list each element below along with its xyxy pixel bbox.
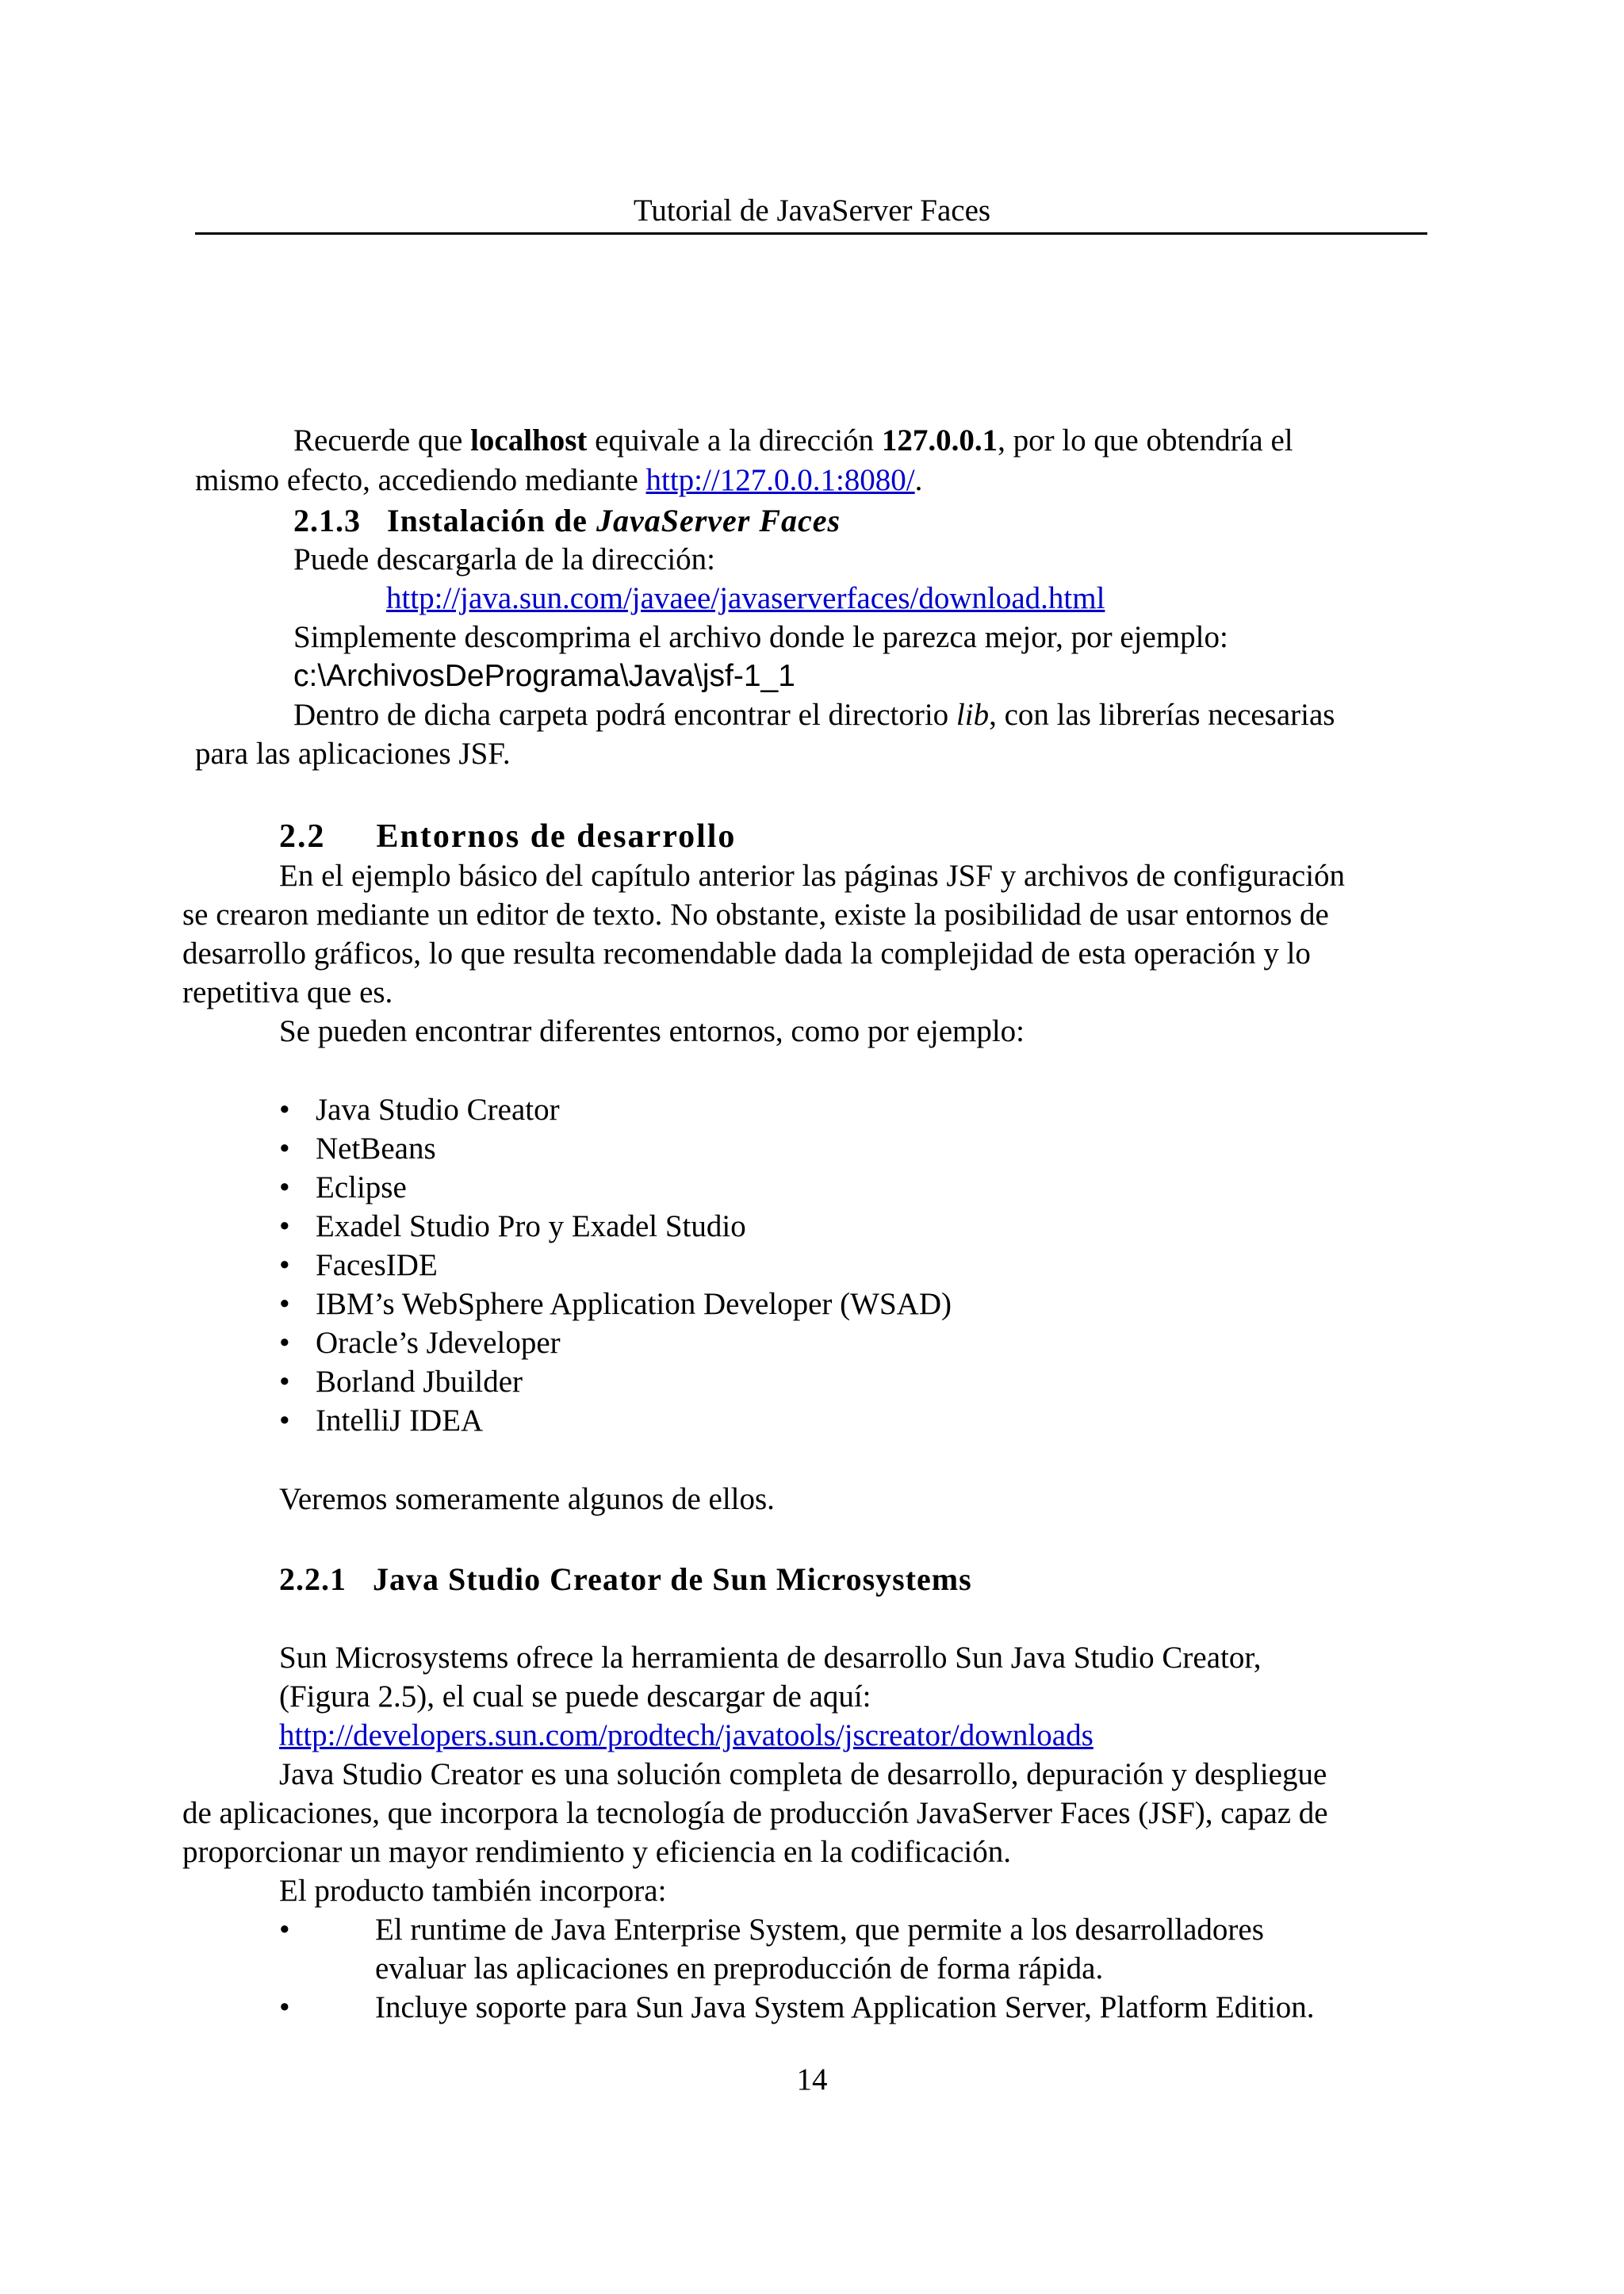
text-run: mismo efecto, accediendo mediante xyxy=(195,463,646,497)
install-path: c:\ArchivosDePrograma\Java\jsf-1_1 xyxy=(293,659,795,693)
env-list-intro: Se pueden encontrar diferentes entornos, como por ejemplo: xyxy=(279,1014,1025,1048)
text-run: , por lo que obtendría el xyxy=(998,423,1293,458)
jsf-download-link-row xyxy=(386,583,1105,614)
feature-item-line: El runtime de Java Enterprise System, que permite a los desarrolladores xyxy=(375,1913,1264,1947)
section-number: 2.2 xyxy=(279,818,326,855)
page-number: 14 xyxy=(796,2062,828,2097)
env-para-line: En el ejemplo básico del capítulo anterior las páginas JSF y archivos de configuración xyxy=(279,859,1346,893)
list-item: Eclipse xyxy=(316,1170,407,1204)
download-intro: Puede descargarla de la dirección: xyxy=(293,542,716,576)
bullet-marker: • xyxy=(279,1404,290,1438)
env-para-line: se crearon mediante un editor de texto. No obstante, existe la posibilidad de usar entornos de xyxy=(182,898,1329,932)
running-header: Tutorial de JavaServer Faces xyxy=(633,193,991,228)
bullet-marker: • xyxy=(279,1287,290,1321)
product-incorporates: El producto también incorpora: xyxy=(279,1874,667,1908)
creator-desc-line: proporcionar un mayor rendimiento y eficiencia en la codificación. xyxy=(182,1835,1011,1869)
lib-line-2: para las aplicaciones JSF. xyxy=(195,737,511,771)
section-2-2-1-heading xyxy=(279,1561,972,1597)
unzip-instruction: Simplemente descomprima el archivo donde le parezca mejor, por ejemplo: xyxy=(293,620,1228,654)
creator-para-line: (Figura 2.5), el cual se puede descargar de aquí: xyxy=(279,1679,871,1714)
heading-text: Instalación de xyxy=(387,503,596,538)
bullet-marker: • xyxy=(279,1170,290,1204)
text-run: Recuerde que xyxy=(293,423,471,458)
bullet-marker: • xyxy=(279,1326,290,1360)
text-run: Dentro de dicha carpeta podrá encontrar el directorio xyxy=(293,698,956,732)
bullet-marker: • xyxy=(279,1990,290,2024)
italic-term: lib xyxy=(956,698,990,732)
bullet-marker: • xyxy=(279,1132,290,1166)
creator-desc-line: Java Studio Creator es una solución completa de desarrollo, depuración y despliegue xyxy=(279,1757,1327,1791)
jsf-download-link[interactable]: http://java.sun.com/javaee/javaserverfaces/download.html xyxy=(386,581,1105,615)
creator-desc-line: de aplicaciones, que incorpora la tecnología de producción JavaServer Faces (JSF), capaz de xyxy=(182,1796,1328,1830)
list-item: Borland Jbuilder xyxy=(316,1365,523,1399)
text-run: , con las librerías necesarias xyxy=(989,698,1335,732)
list-item: IntelliJ IDEA xyxy=(316,1404,484,1438)
heading-italic: JavaServer Faces xyxy=(596,503,841,538)
localhost-link[interactable]: http://127.0.0.1:8080/ xyxy=(645,463,915,497)
section-2-1-3-heading xyxy=(293,505,841,537)
list-item: IBM’s WebSphere Application Developer (WSAD) xyxy=(316,1287,952,1321)
header-rule xyxy=(195,232,1427,235)
creator-para-line: Sun Microsystems ofrece la herramienta de desarrollo Sun Java Studio Creator, xyxy=(279,1641,1262,1675)
intro-line-1 xyxy=(293,425,1293,456)
section-2-2-heading xyxy=(279,820,736,853)
list-item: Oracle’s Jdeveloper xyxy=(316,1326,561,1360)
list-item: Java Studio Creator xyxy=(316,1093,560,1127)
bullet-marker: • xyxy=(279,1248,290,1282)
bullet-marker: • xyxy=(279,1093,290,1127)
section-number: 2.2.1 xyxy=(279,1561,347,1597)
bullet-marker: • xyxy=(279,1365,290,1399)
text-run: . xyxy=(914,463,923,497)
creator-download-link-row xyxy=(279,1720,1094,1751)
section-number: 2.1.3 xyxy=(293,503,361,538)
closing-sentence: Veremos someramente algunos de ellos. xyxy=(279,1482,775,1516)
bullet-marker: • xyxy=(279,1209,290,1243)
list-item: FacesIDE xyxy=(316,1248,438,1282)
creator-download-link[interactable]: http://developers.sun.com/prodtech/javatools/jscreator/downloads xyxy=(279,1718,1094,1752)
bold-term: localhost xyxy=(470,423,588,458)
text-run: equivale a la dirección xyxy=(587,423,882,458)
bold-term: 127.0.0.1 xyxy=(881,423,998,458)
feature-item-line: evaluar las aplicaciones en preproducción de forma rápida. xyxy=(375,1951,1104,1986)
env-para-line: repetitiva que es. xyxy=(182,975,393,1009)
feature-item-line: Incluye soporte para Sun Java System Application Server, Platform Edition. xyxy=(375,1990,1315,2024)
bullet-marker: • xyxy=(279,1913,290,1947)
heading-text: Java Studio Creator de Sun Microsystems xyxy=(373,1561,972,1597)
list-item: NetBeans xyxy=(316,1132,436,1166)
intro-line-2 xyxy=(195,465,922,496)
heading-text: Entornos de desarrollo xyxy=(376,818,737,855)
list-item: Exadel Studio Pro y Exadel Studio xyxy=(316,1209,746,1243)
env-para-line: desarrollo gráficos, lo que resulta recomendable dada la complejidad de esta operación y lo xyxy=(182,936,1311,971)
lib-line-1 xyxy=(293,699,1335,730)
